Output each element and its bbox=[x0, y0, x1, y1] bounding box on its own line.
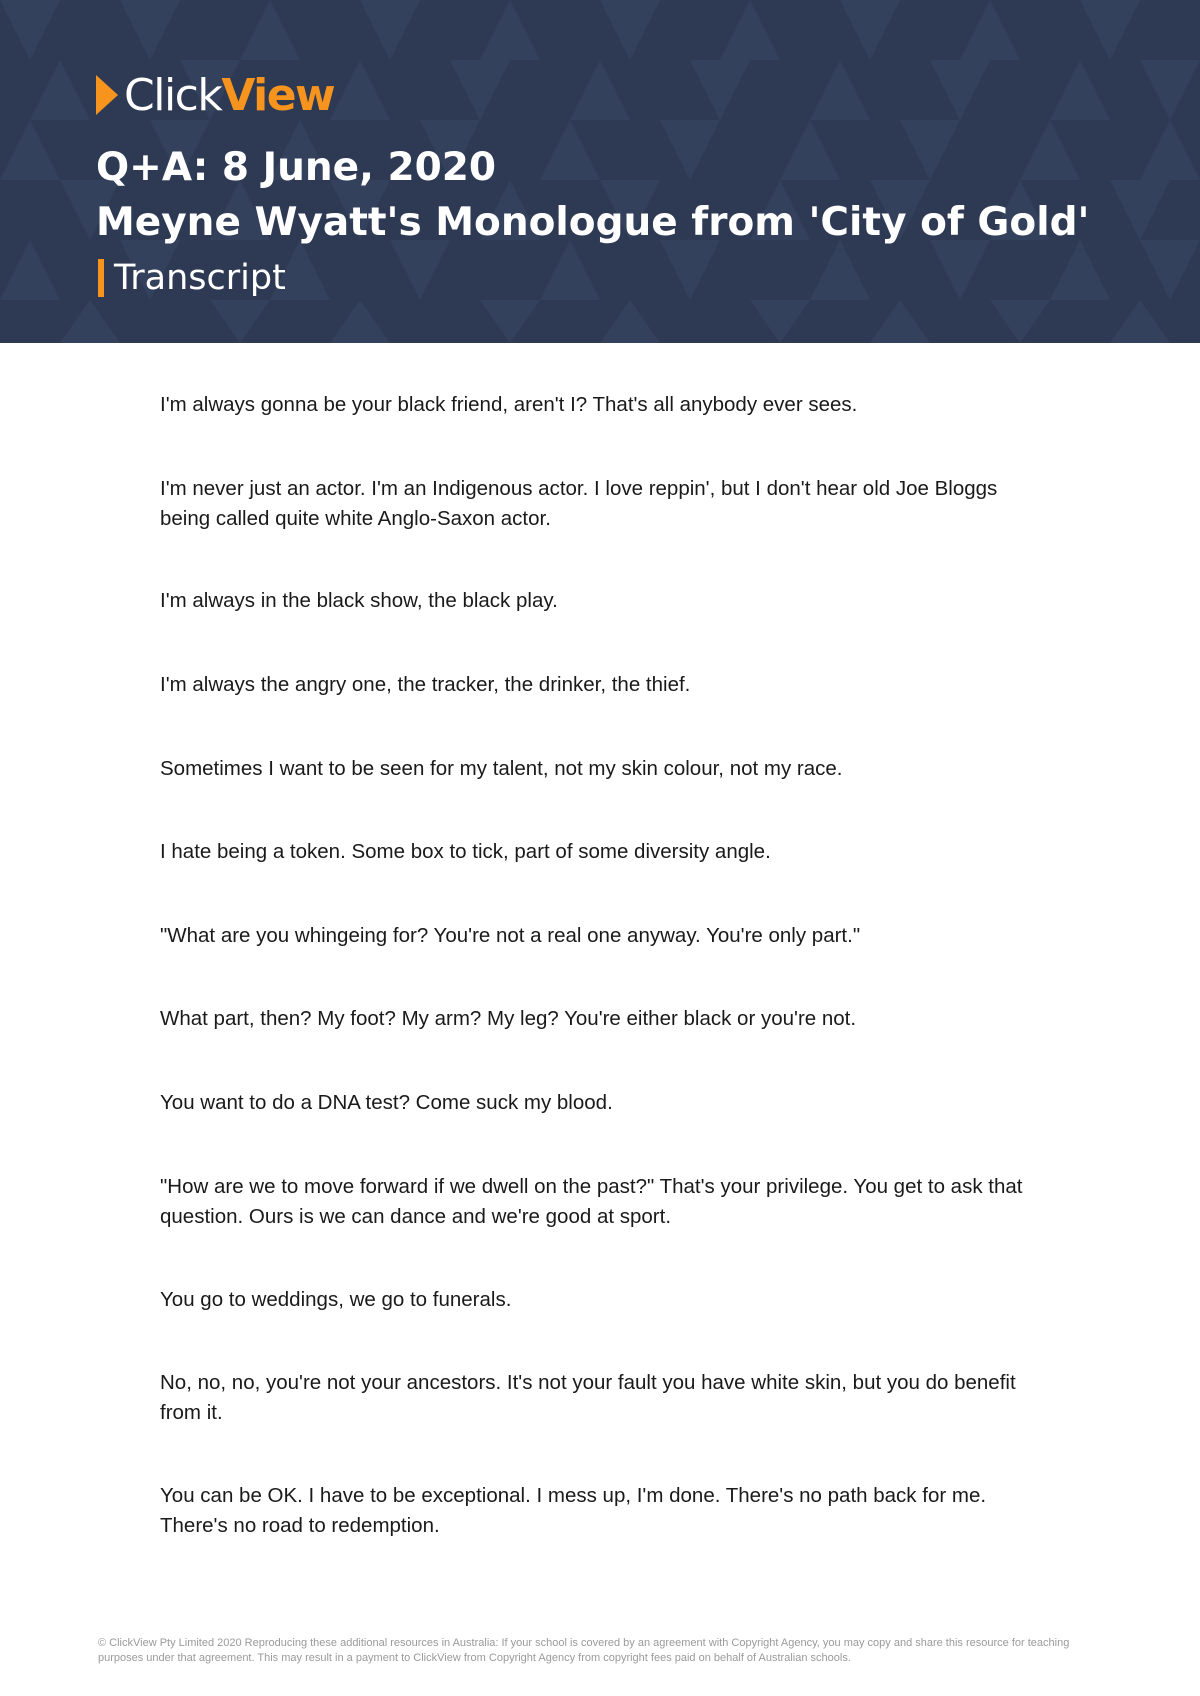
document-title-date: Q+A: 8 June, 2020 bbox=[96, 145, 497, 190]
clickview-logo bbox=[96, 69, 335, 121]
transcript-paragraph: I'm always the angry one, the tracker, the drinker, the thief. bbox=[160, 673, 691, 696]
transcript-paragraph: "What are you whingeing for? You're not a real one anyway. You're only part." bbox=[160, 924, 861, 947]
subtitle-text: Transcript bbox=[114, 258, 286, 298]
logo-text-click: Click bbox=[124, 69, 222, 121]
logo-text-view: View bbox=[221, 69, 335, 121]
transcript-paragraph: What part, then? My foot? My arm? My leg? You're either black or you're not. bbox=[160, 1007, 857, 1030]
transcript-paragraph: I hate being a token. Some box to tick, part of some diversity angle. bbox=[160, 840, 771, 863]
transcript-paragraph: Sometimes I want to be seen for my talent, not my skin colour, not my race. bbox=[160, 757, 843, 780]
document-title: Meyne Wyatt's Monologue from 'City of Gold' bbox=[96, 200, 1090, 245]
play-triangle-icon bbox=[96, 75, 118, 115]
transcript-paragraph: You can be OK. I have to be exceptional. I mess up, I'm done. There's no path back for me. There's no road to redemption. bbox=[160, 1484, 987, 1537]
transcript-paragraph: "How are we to move forward if we dwell on the past?" That's your privilege. You get to ask that question. Ours is we can dance and we're good at sport. bbox=[160, 1175, 1023, 1228]
transcript-paragraph: I'm always in the black show, the black play. bbox=[160, 589, 558, 612]
transcript-paragraph: You want to do a DNA test? Come suck my blood. bbox=[160, 1091, 613, 1114]
transcript-paragraph: You go to weddings, we go to funerals. bbox=[160, 1288, 512, 1311]
header-banner bbox=[0, 0, 1200, 343]
transcript-paragraph: I'm never just an actor. I'm an Indigenous actor. I love reppin', but I don't hear old Joe Bloggs being called quite white Anglo-Saxon actor. bbox=[160, 477, 998, 530]
document-subtitle bbox=[98, 258, 286, 298]
copyright-footer: © ClickView Pty Limited 2020 Reproducing these additional resources in Australia: If your school is covered by an agreement with Copyright Agency, you may copy and share this resource for teaching purposes under that agreement. This may result in a payment to ClickView from Copyright Agency from copyright fees paid on behalf of Australian schools. bbox=[98, 1637, 1070, 1664]
transcript-paragraph: I'm always gonna be your black friend, aren't I? That's all anybody ever sees. bbox=[160, 393, 858, 416]
accent-bar bbox=[98, 259, 104, 297]
transcript-paragraph: No, no, no, you're not your ancestors. It's not your fault you have white skin, but you do benefit from it. bbox=[160, 1371, 1016, 1424]
